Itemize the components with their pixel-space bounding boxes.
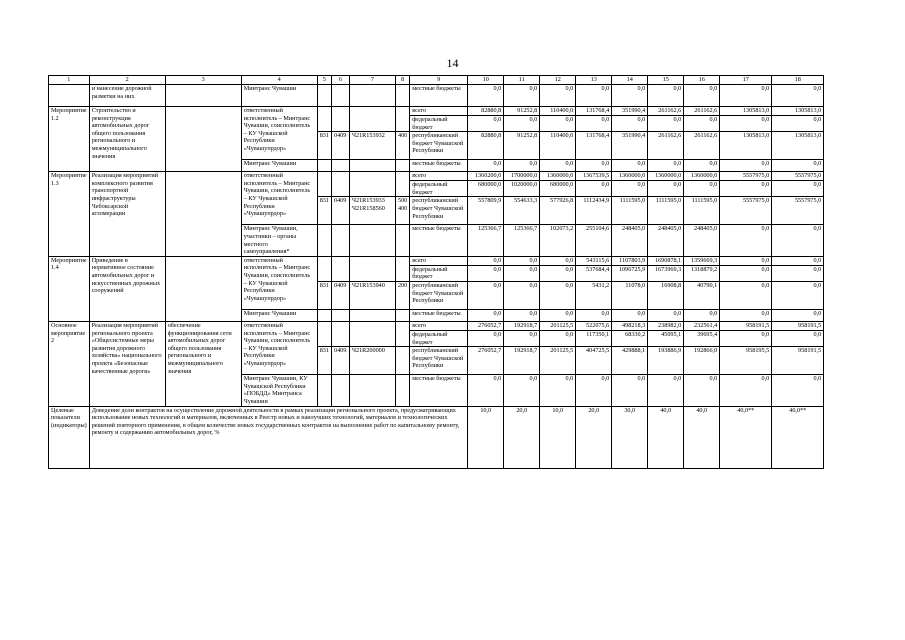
value-cell: 102073,2 <box>540 225 576 256</box>
value-cell: 1305813,0 <box>772 132 824 160</box>
code-grbs: 831 <box>317 132 331 160</box>
value-cell: 5557975,0 <box>772 172 824 181</box>
budget-code <box>331 107 349 132</box>
executor-cell: ответственный исполнитель – Минтранс Чувашии, соисполнитель – КУ Чувашской Республики «Чувашупрдор» <box>241 256 317 309</box>
value-cell: 82880,8 <box>468 132 504 160</box>
value-cell: 40,0** <box>720 406 772 468</box>
value-cell: 0,0 <box>540 85 576 107</box>
budget-code <box>395 172 409 197</box>
value-cell: 958191,5 <box>772 347 824 375</box>
value-cell: 1700000,0 <box>504 172 540 181</box>
value-cell: 1305813,0 <box>772 107 824 116</box>
indicator-text: Доведение доли контрактов на осуществление дорожной деятельности в рамках реализации регионального проекта, предусматривающих использование новых технологий и материалов, включенных в Реестр новых и наилучших технологий, материалов и технологических решений повторного применения, в общем количестве новых государственных контрактов на выполнение работ по капитальному ремонту, ремонту и содержанию автомобильных дорог, % <box>89 406 468 468</box>
value-cell: 0,0 <box>684 85 720 107</box>
value-cell: 1305813,0 <box>720 132 772 160</box>
funding-source: местные бюджеты <box>410 375 468 406</box>
column-number: 11 <box>504 76 540 85</box>
value-cell: 0,0 <box>648 309 684 321</box>
table-row <box>49 321 824 330</box>
budget-code <box>349 172 395 197</box>
budget-code <box>317 172 331 197</box>
value-cell: 125366,7 <box>504 225 540 256</box>
value-cell: 0,0 <box>772 330 824 346</box>
funding-source: федеральный бюджет <box>410 181 468 197</box>
value-cell: 16908,8 <box>648 281 684 309</box>
value-cell: 5431,2 <box>576 281 612 309</box>
value-cell: 0,0 <box>468 85 504 107</box>
executor-cell: Минтранс Чувашии, КУ Чувашской Республики «ПОБДД» Минтранса Чувашии <box>241 375 317 406</box>
measure-label <box>49 85 90 107</box>
value-cell: 0,0 <box>648 160 684 172</box>
value-cell: 255104,6 <box>576 225 612 256</box>
value-cell: 0,0 <box>540 375 576 406</box>
budget-code <box>317 107 331 132</box>
table-row <box>49 256 824 265</box>
measure-goal: обеспечение функционирования сети автомобильных дорог общего пользования регионального и межмуниципального значения <box>165 321 241 406</box>
value-cell: 0,0 <box>504 309 540 321</box>
value-cell: 1111595,0 <box>684 197 720 225</box>
code-rzpr: 0409 <box>331 197 349 225</box>
value-cell: 958191,5 <box>772 321 824 330</box>
value-cell: 0,0 <box>576 309 612 321</box>
value-cell: 0,0 <box>540 160 576 172</box>
value-cell: 201125,5 <box>540 321 576 330</box>
value-cell: 0,0 <box>648 181 684 197</box>
funding-source: всего <box>410 172 468 181</box>
value-cell: 0,0 <box>684 375 720 406</box>
table-row <box>49 107 824 116</box>
value-cell: 0,0 <box>540 116 576 132</box>
column-number: 15 <box>648 76 684 85</box>
budget-code <box>331 172 349 197</box>
value-cell: 0,0 <box>720 160 772 172</box>
budget-code <box>395 375 409 406</box>
value-cell: 261162,6 <box>684 107 720 116</box>
code-grbs: 831 <box>317 347 331 375</box>
value-cell: 261162,6 <box>648 132 684 160</box>
budget-code <box>331 160 349 172</box>
header-row <box>49 76 824 85</box>
column-number: 1 <box>49 76 90 85</box>
value-cell: 0,0 <box>612 181 648 197</box>
funding-source: местные бюджеты <box>410 160 468 172</box>
value-cell: 1673969,3 <box>648 265 684 281</box>
value-cell: 248405,0 <box>684 225 720 256</box>
funding-source: республиканский бюджет Чувашской Республики <box>410 132 468 160</box>
budget-code <box>317 256 331 281</box>
value-cell: 0,0 <box>720 309 772 321</box>
measure-goal <box>165 85 241 107</box>
measure-goal <box>165 107 241 172</box>
budget-code <box>395 321 409 346</box>
measure-name: Строительство и реконструкция автомобильных дорог общего пользования регионального и межмуниципального значения <box>89 107 165 172</box>
value-cell: 68330,2 <box>612 330 648 346</box>
budget-code <box>395 256 409 281</box>
value-cell: 5557975,0 <box>772 197 824 225</box>
funding-source: федеральный бюджет <box>410 330 468 346</box>
value-cell: 261162,6 <box>684 132 720 160</box>
value-cell: 0,0 <box>720 281 772 309</box>
value-cell: 39695,4 <box>684 330 720 346</box>
value-cell: 0,0 <box>540 265 576 281</box>
column-number: 8 <box>395 76 409 85</box>
value-cell: 0,0 <box>468 160 504 172</box>
value-cell: 0,0 <box>648 375 684 406</box>
funding-source: республиканский бюджет Чувашской Республики <box>410 347 468 375</box>
column-number: 4 <box>241 76 317 85</box>
value-cell: 0,0 <box>540 281 576 309</box>
value-cell: 0,0 <box>468 281 504 309</box>
code-csr: Ч21R153940 <box>349 281 395 309</box>
value-cell: 0,0 <box>612 85 648 107</box>
funding-source: всего <box>410 256 468 265</box>
column-number: 17 <box>720 76 772 85</box>
value-cell: 11078,0 <box>612 281 648 309</box>
value-cell: 958191,5 <box>720 321 772 330</box>
column-number: 7 <box>349 76 395 85</box>
indicator-label: Целевые показатели (индикаторы) <box>49 406 90 468</box>
value-cell: 0,0 <box>576 181 612 197</box>
value-cell: 10,0 <box>540 406 576 468</box>
budget-code <box>395 85 409 107</box>
value-cell: 0,0 <box>612 309 648 321</box>
budget-code <box>317 375 331 406</box>
value-cell: 1096725,9 <box>612 265 648 281</box>
funding-source: федеральный бюджет <box>410 116 468 132</box>
value-cell: 537684,4 <box>576 265 612 281</box>
budget-code <box>331 225 349 256</box>
column-number: 16 <box>684 76 720 85</box>
executor-cell: Минтранс Чувашии, участники – органы местного самоуправления* <box>241 225 317 256</box>
column-number: 10 <box>468 76 504 85</box>
value-cell: 1318879,2 <box>684 265 720 281</box>
value-cell: 0,0 <box>772 160 824 172</box>
value-cell: 0,0 <box>612 160 648 172</box>
executor-cell: Минтранс Чувашии <box>241 160 317 172</box>
value-cell: 5557975,0 <box>720 172 772 181</box>
value-cell: 1360000,0 <box>540 172 576 181</box>
budget-code <box>349 321 395 346</box>
value-cell: 261162,6 <box>648 107 684 116</box>
code-csr: Ч21R153932 <box>349 132 395 160</box>
value-cell: 45095,1 <box>648 330 684 346</box>
budget-code <box>395 160 409 172</box>
value-cell: 0,0 <box>504 265 540 281</box>
code-rzpr: 0409 <box>331 347 349 375</box>
continuation-row <box>49 85 824 107</box>
indicator-row <box>49 406 824 468</box>
value-cell: 0,0 <box>612 116 648 132</box>
value-cell: 0,0 <box>684 309 720 321</box>
funding-source: республиканский бюджет Чувашской Республики <box>410 281 468 309</box>
value-cell: 0,0 <box>772 281 824 309</box>
value-cell: 1690878,1 <box>648 256 684 265</box>
executor-cell: ответственный исполнитель – Минтранс Чувашии, соисполнитель – КУ Чувашской Республики «Чувашупрдор» <box>241 107 317 160</box>
code-grbs: 831 <box>317 197 331 225</box>
code-rzpr: 0409 <box>331 132 349 160</box>
value-cell: 0,0 <box>772 181 824 197</box>
budget-code <box>317 85 331 107</box>
value-cell: 0,0 <box>720 85 772 107</box>
table-row <box>49 172 824 181</box>
value-cell: 1111595,0 <box>648 197 684 225</box>
value-cell: 0,0 <box>504 256 540 265</box>
value-cell: 680000,0 <box>540 181 576 197</box>
executor-cell: Минтранс Чувашии <box>241 85 317 107</box>
value-cell: 192918,7 <box>504 347 540 375</box>
value-cell: 0,0 <box>720 256 772 265</box>
value-cell: 351990,4 <box>612 132 648 160</box>
value-cell: 125366,7 <box>468 225 504 256</box>
value-cell: 0,0 <box>576 375 612 406</box>
value-cell: 110400,0 <box>540 107 576 116</box>
value-cell: 577926,8 <box>540 197 576 225</box>
value-cell: 0,0 <box>504 116 540 132</box>
value-cell: 0,0 <box>772 375 824 406</box>
measure-goal <box>165 172 241 257</box>
value-cell: 110400,0 <box>540 132 576 160</box>
budget-code <box>317 309 331 321</box>
code-csr: Ч21R153933 Ч21R158560 <box>349 197 395 225</box>
budget-code <box>349 85 395 107</box>
funding-source: федеральный бюджет <box>410 265 468 281</box>
budget-code <box>349 375 395 406</box>
value-cell: 0,0 <box>720 330 772 346</box>
executor-cell: ответственный исполнитель – Минтранс Чувашии, соисполнитель – КУ Чувашской Республики «Чувашупрдор» <box>241 172 317 225</box>
funding-source: всего <box>410 321 468 330</box>
program-table <box>48 75 824 469</box>
measure-name: Приведение в нормативное состояние автомобильных дорог и искусственных дорожных сооружений <box>89 256 165 321</box>
value-cell: 40790,1 <box>684 281 720 309</box>
value-cell: 0,0 <box>504 160 540 172</box>
budget-code <box>331 85 349 107</box>
value-cell: 192866,0 <box>684 347 720 375</box>
code-vr <box>395 347 409 375</box>
value-cell: 0,0 <box>612 375 648 406</box>
value-cell: 0,0 <box>772 265 824 281</box>
budget-code <box>395 309 409 321</box>
value-cell: 0,0 <box>468 330 504 346</box>
column-number: 18 <box>772 76 824 85</box>
value-cell: 0,0 <box>468 256 504 265</box>
value-cell: 276052,7 <box>468 321 504 330</box>
value-cell: 0,0 <box>648 85 684 107</box>
value-cell: 0,0 <box>684 116 720 132</box>
code-csr: Ч21R200000 <box>349 347 395 375</box>
value-cell: 0,0 <box>772 256 824 265</box>
value-cell: 0,0 <box>540 256 576 265</box>
value-cell: 0,0 <box>648 116 684 132</box>
value-cell: 91252,8 <box>504 132 540 160</box>
value-cell: 0,0 <box>720 265 772 281</box>
value-cell: 10,0 <box>468 406 504 468</box>
value-cell: 0,0 <box>720 181 772 197</box>
value-cell: 0,0 <box>468 265 504 281</box>
value-cell: 0,0 <box>468 375 504 406</box>
code-grbs: 831 <box>317 281 331 309</box>
value-cell: 680000,0 <box>468 181 504 197</box>
measure-name: Реализация мероприятий комплексного развития транспортной инфраструктуры Чебоксарской агломерации <box>89 172 165 257</box>
value-cell: 0,0 <box>684 160 720 172</box>
value-cell: 1360000,0 <box>684 172 720 181</box>
value-cell: 351990,4 <box>612 107 648 116</box>
value-cell: 1367539,5 <box>576 172 612 181</box>
value-cell: 0,0 <box>504 330 540 346</box>
value-cell: 276052,7 <box>468 347 504 375</box>
code-vr: 200 <box>395 281 409 309</box>
value-cell: 40,0** <box>772 406 824 468</box>
value-cell: 131768,4 <box>576 132 612 160</box>
budget-code <box>349 256 395 281</box>
value-cell: 0,0 <box>772 116 824 132</box>
value-cell: 0,0 <box>576 116 612 132</box>
budget-code <box>331 309 349 321</box>
value-cell: 0,0 <box>576 160 612 172</box>
value-cell: 5557975,0 <box>720 197 772 225</box>
value-cell: 1020000,0 <box>504 181 540 197</box>
value-cell: 404725,5 <box>576 347 612 375</box>
measure-label: Мероприятие 1.4 <box>49 256 90 321</box>
budget-code <box>395 225 409 256</box>
value-cell: 0,0 <box>504 375 540 406</box>
value-cell: 30,0 <box>612 406 648 468</box>
measure-name: Реализация мероприятий регионального проекта «Общесистемные меры развития дорожного хозяйства» национального проекта «Безопасные качественные дороги» <box>89 321 165 406</box>
column-number: 13 <box>576 76 612 85</box>
value-cell: 554633,3 <box>504 197 540 225</box>
funding-source: местные бюджеты <box>410 309 468 321</box>
value-cell: 0,0 <box>720 116 772 132</box>
funding-source: всего <box>410 107 468 116</box>
value-cell: 1360000,0 <box>648 172 684 181</box>
value-cell: 543115,6 <box>576 256 612 265</box>
funding-source: республиканский бюджет Чувашской Республики <box>410 197 468 225</box>
executor-cell: ответственный исполнитель – Минтранс Чувашии, соисполнитель – КУ Чувашской Республики «Чувашупрдор» <box>241 321 317 374</box>
measure-label: Мероприятие 1.3 <box>49 172 90 257</box>
budget-code <box>395 107 409 132</box>
value-cell: 1359669,3 <box>684 256 720 265</box>
value-cell: 248405,0 <box>612 225 648 256</box>
value-cell: 557809,9 <box>468 197 504 225</box>
executor-cell: Минтранс Чувашии <box>241 309 317 321</box>
measure-goal <box>165 256 241 321</box>
budget-code <box>349 107 395 132</box>
value-cell: 0,0 <box>720 375 772 406</box>
value-cell: 0,0 <box>772 85 824 107</box>
value-cell: 429888,1 <box>612 347 648 375</box>
column-number: 3 <box>165 76 241 85</box>
budget-code <box>349 309 395 321</box>
value-cell: 1111595,0 <box>612 197 648 225</box>
value-cell: 117350,1 <box>576 330 612 346</box>
column-number: 14 <box>612 76 648 85</box>
budget-code <box>349 160 395 172</box>
value-cell: 1112434,9 <box>576 197 612 225</box>
code-vr: 500 400 <box>395 197 409 225</box>
funding-source: местные бюджеты <box>410 225 468 256</box>
value-cell: 40,0 <box>648 406 684 468</box>
measure-name: и нанесение дорожной разметки на них <box>89 85 165 107</box>
budget-code <box>349 225 395 256</box>
measure-label: Мероприятие 1.2 <box>49 107 90 172</box>
value-cell: 20,0 <box>576 406 612 468</box>
value-cell: 248405,0 <box>648 225 684 256</box>
value-cell: 0,0 <box>720 225 772 256</box>
budget-code <box>317 160 331 172</box>
column-number: 12 <box>540 76 576 85</box>
value-cell: 1360200,0 <box>468 172 504 181</box>
value-cell: 1107803,9 <box>612 256 648 265</box>
budget-code <box>331 256 349 281</box>
budget-code <box>331 375 349 406</box>
value-cell: 0,0 <box>504 281 540 309</box>
measure-label: Основное мероприятие 2 <box>49 321 90 406</box>
value-cell: 0,0 <box>540 330 576 346</box>
value-cell: 1305813,0 <box>720 107 772 116</box>
column-number: 5 <box>317 76 331 85</box>
value-cell: 522075,6 <box>576 321 612 330</box>
value-cell: 0,0 <box>468 309 504 321</box>
value-cell: 131768,4 <box>576 107 612 116</box>
value-cell: 0,0 <box>684 181 720 197</box>
value-cell: 0,0 <box>772 309 824 321</box>
value-cell: 40,0 <box>684 406 720 468</box>
value-cell: 238982,0 <box>648 321 684 330</box>
budget-code <box>317 225 331 256</box>
value-cell: 0,0 <box>576 85 612 107</box>
budget-code <box>317 321 331 346</box>
value-cell: 193886,9 <box>648 347 684 375</box>
column-number: 6 <box>331 76 349 85</box>
value-cell: 201125,5 <box>540 347 576 375</box>
value-cell: 0,0 <box>468 116 504 132</box>
value-cell: 0,0 <box>772 225 824 256</box>
value-cell: 192918,7 <box>504 321 540 330</box>
column-number: 2 <box>89 76 165 85</box>
value-cell: 20,0 <box>504 406 540 468</box>
budget-code <box>331 321 349 346</box>
code-rzpr: 0409 <box>331 281 349 309</box>
value-cell: 958195,5 <box>720 347 772 375</box>
page-number: 14 <box>446 56 459 70</box>
code-vr: 400 <box>395 132 409 160</box>
value-cell: 0,0 <box>540 309 576 321</box>
value-cell: 1360000,0 <box>612 172 648 181</box>
value-cell: 82880,8 <box>468 107 504 116</box>
value-cell: 91252,8 <box>504 107 540 116</box>
value-cell: 498218,3 <box>612 321 648 330</box>
value-cell: 0,0 <box>504 85 540 107</box>
funding-source: местные бюджеты <box>410 85 468 107</box>
column-number: 9 <box>410 76 468 85</box>
value-cell: 232561,4 <box>684 321 720 330</box>
